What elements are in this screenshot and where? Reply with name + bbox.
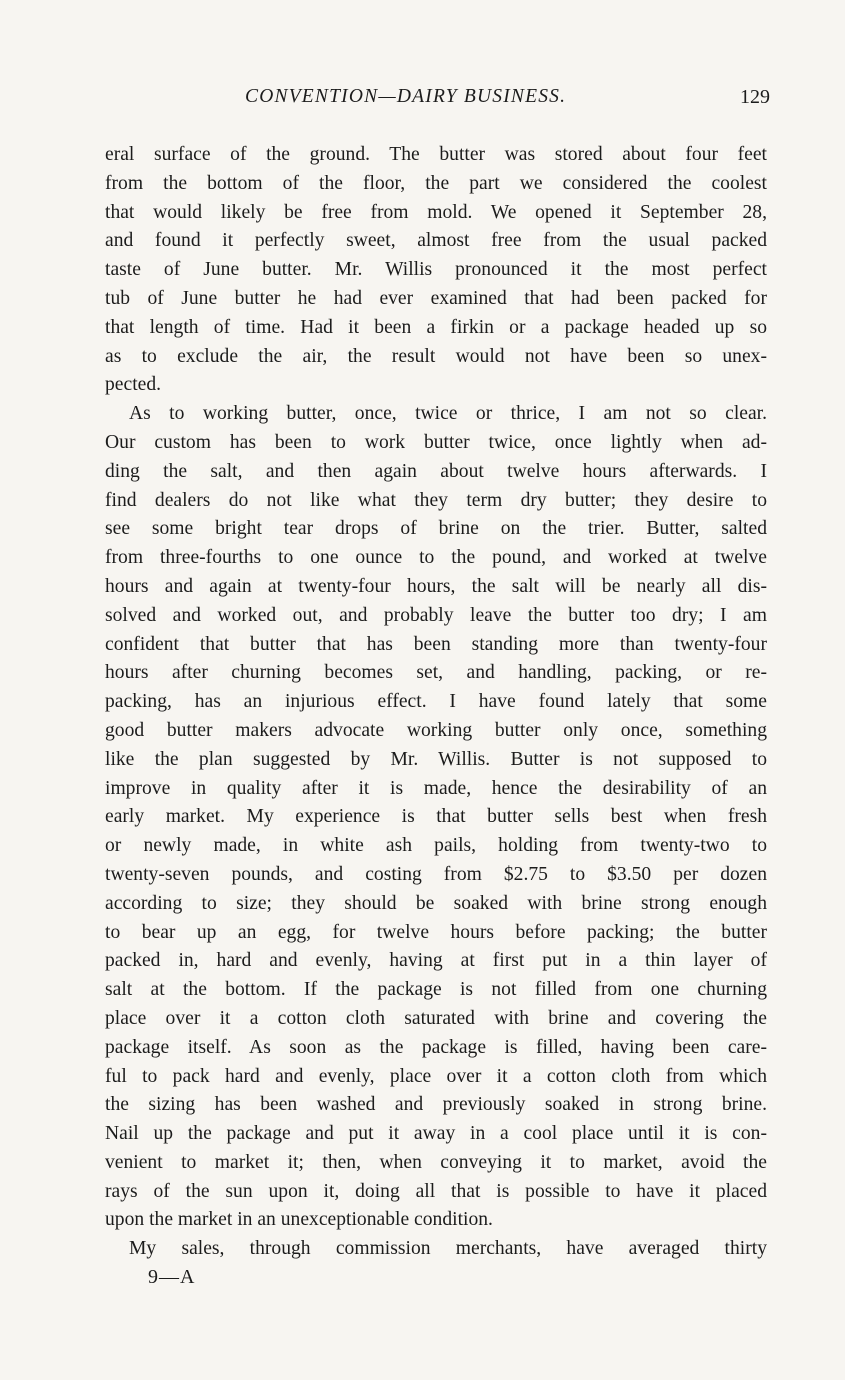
- text-line: salt at the bottom. If the package is not filled from one churning: [105, 979, 767, 1001]
- text-line: pected.: [105, 374, 162, 396]
- text-line: early market. My experience is that butter sells best when fresh: [105, 806, 767, 828]
- text-line: that would likely be free from mold. We opened it September 28,: [105, 201, 767, 223]
- text-line: to bear up an egg, for twelve hours before packing; the butter: [105, 921, 767, 943]
- text-line: according to size; they should be soaked with brine strong enough: [105, 892, 767, 914]
- text-line: package itself. As soon as the package is filled, having been care-: [105, 1036, 767, 1058]
- text-line: that length of time. Had it been a firkin or a package headed up so: [105, 316, 767, 338]
- text-line: place over it a cotton cloth saturated with brine and covering the: [105, 1007, 767, 1029]
- text-line: rays of the sun upon it, doing all that is possible to have it placed: [105, 1180, 767, 1202]
- text-line: tub of June butter he had ever examined that had been packed for: [105, 287, 767, 309]
- text-line: good butter makers advocate working butter only once, something: [105, 719, 767, 741]
- signature-mark: 9—A: [148, 1266, 196, 1288]
- text-line: Nail up the package and put it away in a cool place until it is con-: [105, 1123, 767, 1145]
- text-line: Our custom has been to work butter twice, once lightly when ad-: [105, 431, 767, 453]
- text-line: and found it perfectly sweet, almost free from the usual packed: [105, 230, 767, 252]
- text-line: packed in, hard and evenly, having at first put in a thin layer of: [105, 950, 767, 972]
- text-line: or newly made, in white ash pails, holding from twenty-two to: [105, 835, 767, 857]
- text-line: see some bright tear drops of brine on the trier. Butter, salted: [105, 518, 767, 540]
- paragraph-start-line: My sales, through commission merchants, have averaged thirty: [129, 1238, 767, 1260]
- running-head: CONVENTION—DAIRY BUSINESS.: [245, 86, 567, 107]
- text-line: confident that butter that has been standing more than twenty-four: [105, 633, 767, 655]
- text-line: as to exclude the air, the result would not have been so unex-: [105, 345, 767, 367]
- text-line: eral surface of the ground. The butter was stored about four feet: [105, 144, 767, 165]
- text-line: hours and again at twenty-four hours, the salt will be nearly all dis-: [105, 575, 767, 597]
- text-line: venient to market it; then, when conveying it to market, avoid the: [105, 1151, 767, 1173]
- text-line: ful to pack hard and evenly, place over it a cotton cloth from which: [105, 1065, 767, 1087]
- page-header: [105, 86, 770, 116]
- paragraph-start-line: As to working butter, once, twice or thrice, I am not so clear.: [129, 403, 767, 425]
- text-line: from the bottom of the floor, the part we considered the coolest: [105, 172, 767, 194]
- text-line: the sizing has been washed and previously soaked in strong brine.: [105, 1094, 767, 1116]
- text-line: hours after churning becomes set, and handling, packing, or re-: [105, 662, 767, 684]
- page-number: 129: [740, 86, 770, 108]
- text-line: like the plan suggested by Mr. Willis. Butter is not supposed to: [105, 748, 767, 770]
- text-line: find dealers do not like what they term dry butter; they desire to: [105, 489, 767, 511]
- text-line: packing, has an injurious effect. I have found lately that some: [105, 691, 767, 713]
- body-text: [105, 141, 767, 1264]
- text-line: taste of June butter. Mr. Willis pronounced it the most perfect: [105, 259, 767, 281]
- text-line: solved and worked out, and probably leave the butter too dry; I am: [105, 604, 767, 626]
- text-line: improve in quality after it is made, hence the desirability of an: [105, 777, 767, 799]
- text-line: from three-fourths to one ounce to the pound, and worked at twelve: [105, 547, 767, 569]
- text-line: twenty-seven pounds, and costing from $2.75 to $3.50 per dozen: [105, 863, 767, 885]
- text-line: upon the market in an unexceptionable condition.: [105, 1209, 493, 1231]
- text-line: ding the salt, and then again about twelve hours afterwards. I: [105, 460, 767, 482]
